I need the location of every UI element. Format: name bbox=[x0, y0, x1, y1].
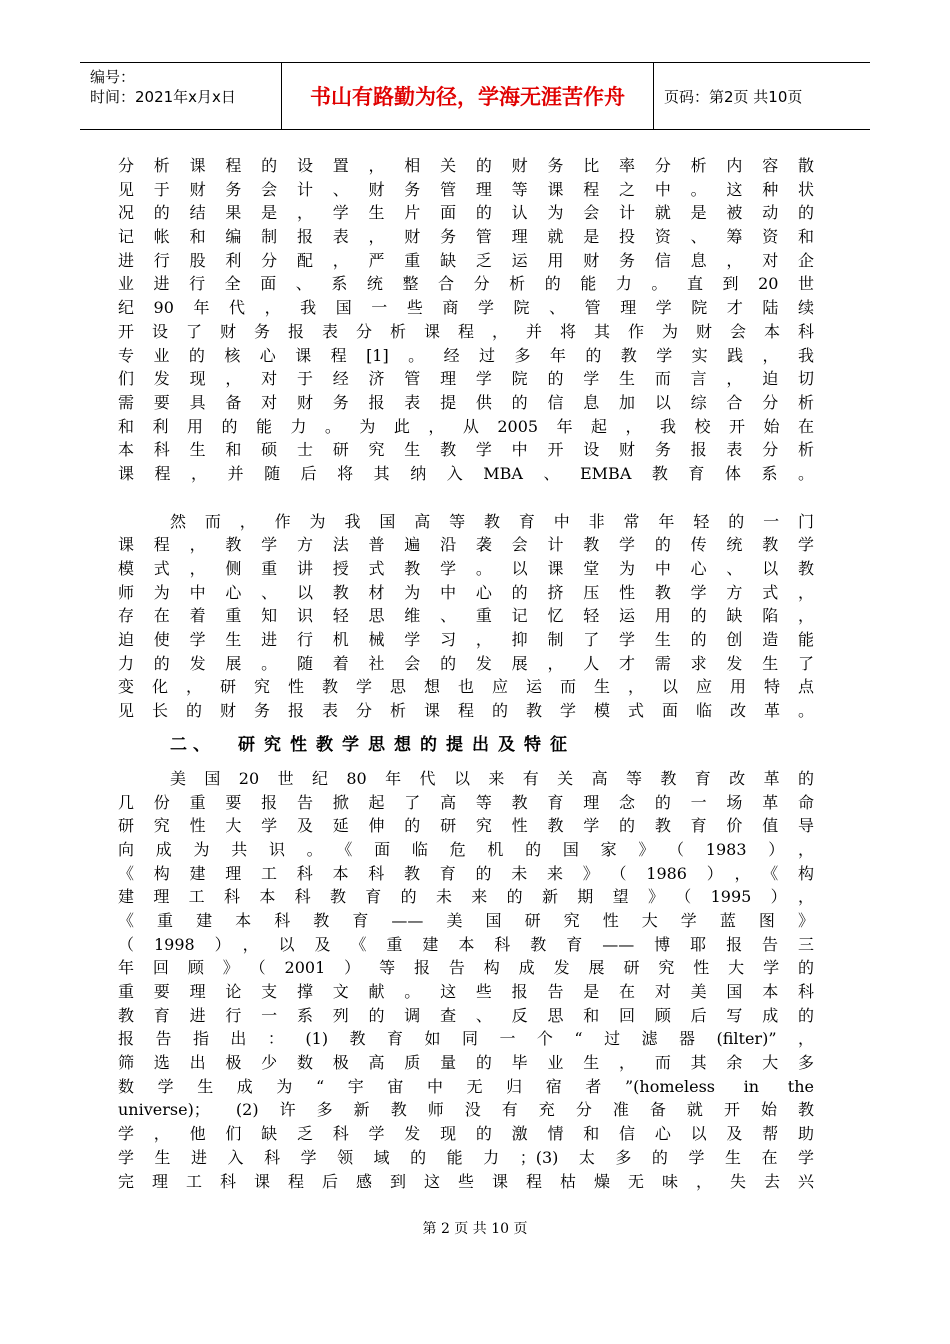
text-line: 力的发展。随着社会的发展，人才需求发生了 bbox=[118, 653, 814, 673]
text-line: 《重建本科教育——美国研究性大学蓝图》 bbox=[118, 910, 814, 930]
text-line: 美国20世纪80年代以来有关高等教育改革的 bbox=[170, 768, 814, 788]
text-line: 年回顾》（2001）等报告构成发展研究性大学的 bbox=[118, 958, 814, 978]
section-heading bbox=[118, 723, 814, 767]
paragraph-2 bbox=[118, 510, 814, 723]
text-line: 完理工科课程后感到这些课程枯燥无味，失去兴 bbox=[118, 1171, 814, 1191]
text-line: 筛选出极少数极高质量的毕业生，而其余大多 bbox=[118, 1053, 814, 1073]
text-line: 专业的核心课程[1]。经过多年的教学实践，我 bbox=[118, 345, 814, 365]
text-line: 教育进行一系列的调查、反思和回顾后写成的 bbox=[118, 1005, 814, 1025]
text-line: （1998），以及《重建本科教育——博耶报告三 bbox=[118, 934, 814, 954]
text-line: 向成为共识。《面临危机的国家》（1983）， bbox=[118, 839, 814, 859]
text-line: 见于财务会计、财务管理等课程之中。这种状 bbox=[118, 179, 814, 199]
header-motto-cell bbox=[282, 63, 654, 129]
text-line: 见长的财务报表分析课程的教学模式面临改革。 bbox=[118, 701, 814, 721]
text-line: 重要理论支撑文献。这些报告是在对美国本科 bbox=[118, 982, 814, 1001]
text-line: 进行股利分配，严重缺乏运用财务信息，对企 bbox=[118, 250, 814, 270]
text-line: 模式，侧重讲授式教学。以课堂为中心、以教 bbox=[118, 559, 814, 578]
text-line: 研究性大学及延伸的研究性教学的教育价值导 bbox=[118, 816, 814, 836]
serial-label: 编号： bbox=[90, 68, 136, 86]
paragraph-1 bbox=[118, 154, 814, 486]
text-line: 业进行全面、系统整合分析的能力。直到20世 bbox=[118, 274, 814, 294]
text-line: 师为中心、以教材为中心的挤压性教学方式， bbox=[118, 582, 814, 602]
text-line: 纪90年代，我国一些商学院、管理学院才陆续 bbox=[118, 298, 814, 318]
section-number: 二、 bbox=[170, 734, 216, 755]
text-line: 需要具备对财务报表提供的信息加以综合分析 bbox=[118, 392, 814, 412]
text-line: 数学生成为“宇宙中无归宿者”(homeless in the bbox=[118, 1076, 814, 1096]
text-line: 和利用的能力。为此，从2005年起，我校开始在 bbox=[118, 416, 814, 436]
page-info: 页码：第2页 共10页 bbox=[664, 87, 803, 106]
text-line: 本科生和硕士研究生教学中开设财务报表分析 bbox=[118, 440, 814, 460]
text-line: 分析课程的设置，相关的财务比率分析内容散 bbox=[118, 156, 814, 175]
page-header bbox=[80, 62, 870, 130]
text-line: 开设了财务报表分析课程，并将其作为财会本科 bbox=[118, 321, 814, 341]
text-line: universe)； (2)许多新教师没有充分准备就开始教 bbox=[118, 1100, 814, 1120]
section-title: 研究性教学思想的提出及特征 bbox=[238, 734, 576, 755]
text-line: 况的结果是，学生片面的认为会计就是被动的 bbox=[118, 203, 814, 223]
text-line: 《构建理工科本科教育的未来》（1986），《构 bbox=[118, 863, 814, 883]
text-line: 建理工科本科教育的未来的新期望》（1995）， bbox=[118, 887, 814, 907]
text-line: 课程，并随后将其纳入MBA、EMBA教育体系。 bbox=[118, 463, 814, 483]
text-line: 存在着重知识轻思维、重记忆轻运用的缺陷， bbox=[118, 606, 814, 626]
date-label: 时间：2021年x月x日 bbox=[90, 88, 236, 106]
text-line: 学，他们缺乏科学发现的激情和信心以及帮助 bbox=[118, 1124, 814, 1144]
text-line: 课程，教学方法普遍沿袭会计教学的传统教学 bbox=[118, 535, 814, 555]
text-line: 变化，研究性教学思想也应运而生，以应用特点 bbox=[118, 677, 814, 697]
text-line: 迫使学生进行机械学习，抑制了学生的创造能 bbox=[118, 630, 814, 650]
document-body bbox=[118, 154, 814, 1193]
text-line: 几份重要报告掀起了高等教育理念的一场革命 bbox=[118, 792, 814, 812]
text-line: 记帐和编制报表，财务管理就是投资、筹资和 bbox=[118, 227, 814, 247]
paragraph-3 bbox=[118, 767, 814, 1193]
header-page-info-cell bbox=[654, 63, 870, 129]
text-line: 然而，作为我国高等教育中非常年轻的一门 bbox=[170, 511, 814, 531]
text-line: 们发现，对于经济管理学院的学生而言，迫切 bbox=[118, 369, 814, 389]
text-line: 报告指出：(1)教育如同一个“过滤器(filter)”， bbox=[118, 1029, 814, 1049]
header-meta bbox=[80, 63, 282, 129]
page-footer: 第 2 页 共 10 页 bbox=[422, 1221, 528, 1237]
text-line: 学生进入科学领域的能力；(3)太多的学生在学 bbox=[118, 1147, 814, 1167]
motto: 书山有路勤为径，学海无涯苦作舟 bbox=[310, 85, 625, 109]
